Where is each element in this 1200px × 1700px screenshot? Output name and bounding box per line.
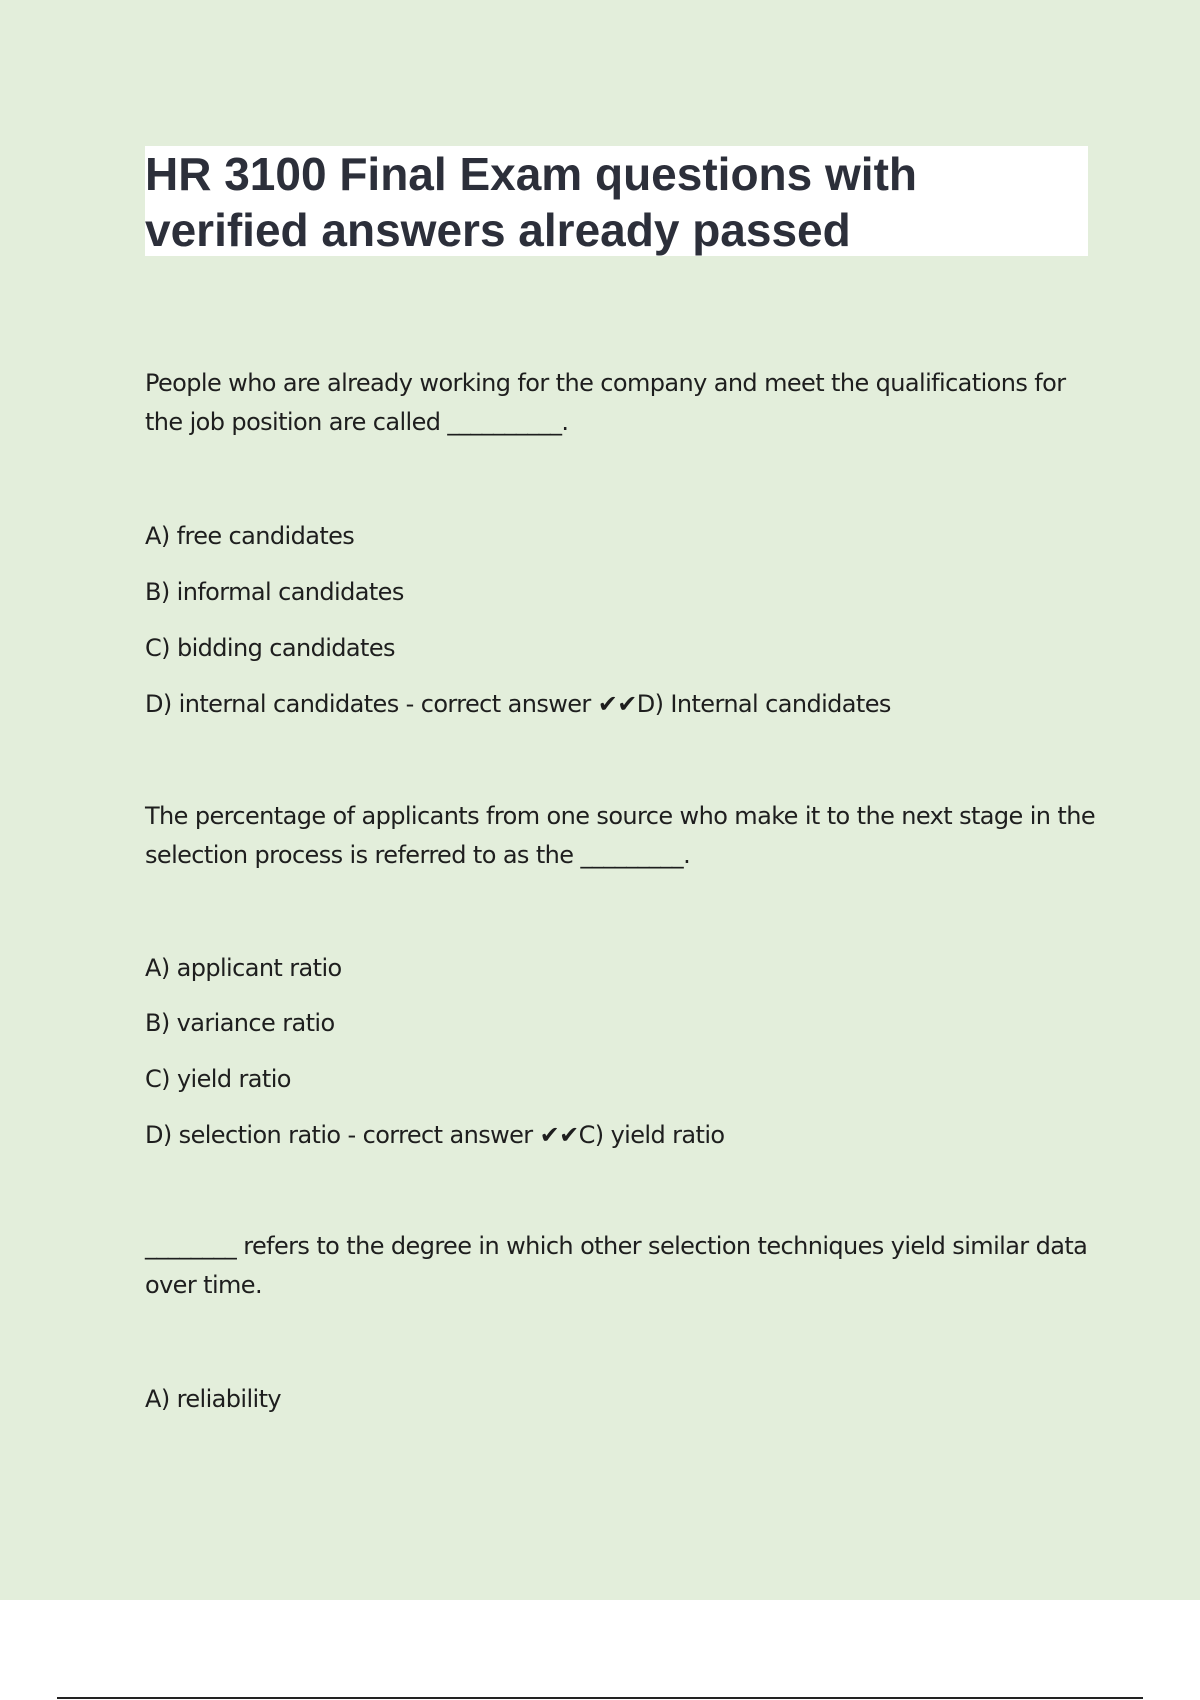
question-1-option-d-answer: D) internal candidates - correct answer ✔✔D) Internal candidates (145, 690, 891, 718)
question-2-option-a: A) applicant ratio (145, 954, 342, 982)
question-3-prompt: ________ refers to the degree in which other selection techniques yield similar data over time. (145, 1232, 1088, 1299)
question-3-option-a: A) reliability (145, 1385, 282, 1413)
document-title: HR 3100 Final Exam questions with verified answers already passed (145, 148, 917, 256)
question-1-option-b: B) informal candidates (145, 578, 404, 606)
question-2-option-b: B) variance ratio (145, 1009, 335, 1037)
question-1-option-c: C) bidding candidates (145, 634, 395, 662)
question-2-prompt: The percentage of applicants from one source who make it to the next stage in the selection process is referred to as the _________. (145, 802, 1096, 869)
footer-rule (57, 1697, 1143, 1699)
question-1-prompt: People who are already working for the company and meet the qualifications for the job position are called __________. (145, 369, 1066, 436)
question-2-option-d-answer: D) selection ratio - correct answer ✔✔C) yield ratio (145, 1121, 725, 1149)
question-2-option-c: C) yield ratio (145, 1065, 291, 1093)
question-1-option-a: A) free candidates (145, 522, 355, 550)
